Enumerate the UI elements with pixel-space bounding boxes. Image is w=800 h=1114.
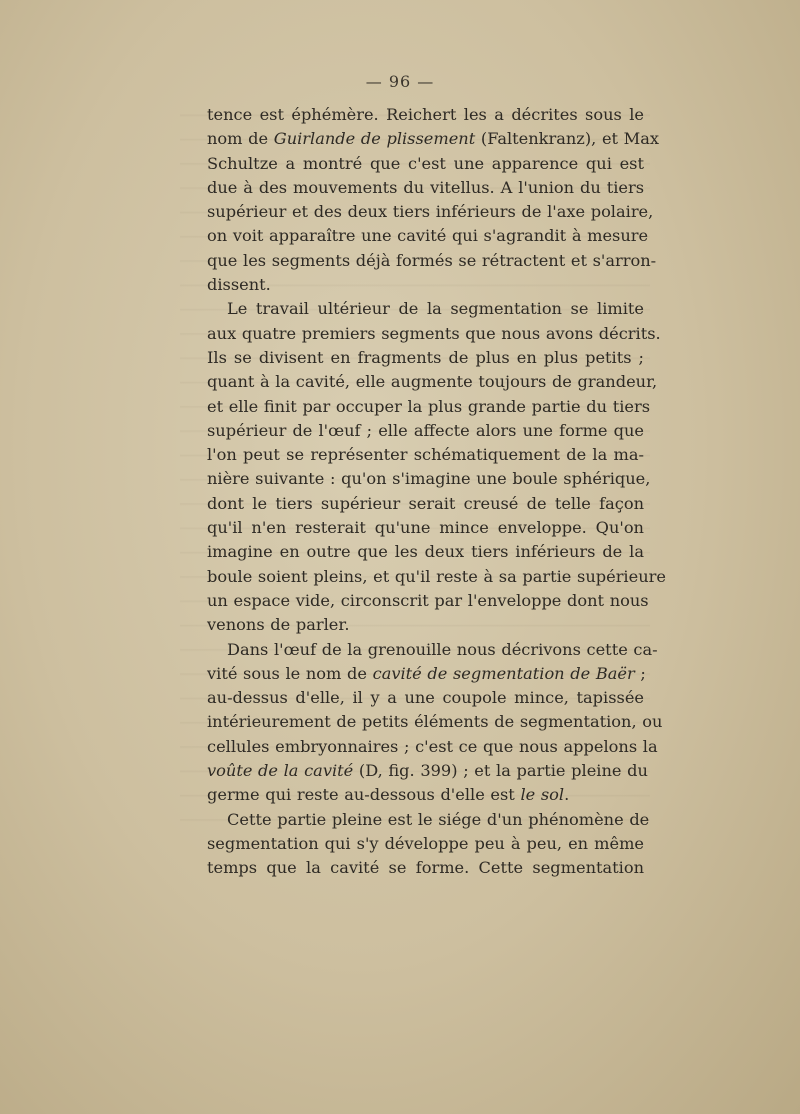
- text-run: germe qui reste au-dessous d'elle est: [207, 785, 521, 805]
- text-line: [207, 249, 657, 273]
- text-line: [207, 735, 658, 759]
- text-line: [207, 783, 644, 807]
- text-line: [207, 565, 666, 589]
- text-line: [207, 273, 644, 297]
- text-run: supérieur de l'œuf ; elle affecte alors une forme que: [207, 420, 644, 440]
- text-run: un espace vide, circonscrit par l'enveloppe dont nous: [207, 590, 649, 610]
- text-line: [207, 370, 658, 394]
- text-line: [207, 419, 644, 443]
- text-line: [207, 322, 661, 346]
- text-line: [207, 638, 658, 662]
- text-line: [207, 297, 644, 321]
- text-run: qu'il n'en resterait qu'une mince enveloppe. Qu'on: [207, 518, 644, 538]
- text-run: et elle finit par occuper la plus grande partie du tiers: [207, 396, 651, 416]
- text-line: [207, 710, 663, 734]
- text-run: Dans l'œuf de la grenouille nous décrivons cette ca-: [227, 639, 658, 659]
- text-line: [207, 759, 648, 783]
- text-run: Le travail ultérieur de la segmentation se limite: [227, 299, 644, 319]
- text-line: [207, 443, 644, 467]
- text-line: [207, 856, 644, 880]
- text-line: [207, 613, 644, 637]
- text-run: Schultze a montré que c'est une apparence qui est: [207, 153, 644, 173]
- text-line: [207, 467, 651, 491]
- text-run: dont le tiers supérieur serait creusé de telle façon: [207, 493, 644, 513]
- text-run: due à des mouvements du vitellus. A l'union du tiers: [207, 177, 644, 197]
- italic-text: cavité de segmentation de Baër: [372, 663, 635, 683]
- text-run: boule soient pleins, et qu'il reste à sa partie supérieure: [207, 566, 666, 586]
- text-line: [207, 395, 651, 419]
- text-run: ;: [634, 663, 646, 683]
- text-line: [207, 832, 644, 856]
- text-run: (D, fig. 399) ; et la partie pleine du: [353, 761, 648, 781]
- text-line: [207, 808, 650, 832]
- text-run: Ils se divisent en fragments de plus en plus petits ;: [207, 347, 644, 367]
- body-text: [207, 103, 666, 881]
- text-line: [207, 516, 644, 540]
- text-run: (Faltenkranz), et Max: [475, 129, 660, 149]
- text-run: au-dessus d'elle, il y a une coupole mince, tapissée: [207, 688, 644, 708]
- text-line: [207, 224, 649, 248]
- text-run: tence est éphémère. Reichert les a décrites sous le: [207, 105, 644, 124]
- text-run: que les segments déjà formés se rétractent et s'arron-: [207, 250, 657, 270]
- text-run: imagine en outre que les deux tiers inférieurs de la: [207, 542, 644, 562]
- text-line: [207, 103, 644, 127]
- text-run: dissent.: [207, 275, 271, 295]
- text-run: l'on peut se représenter schématiquement de la ma-: [207, 445, 644, 465]
- text-line: [207, 152, 644, 176]
- text-run: on voit apparaître une cavité qui s'agrandit à mesure: [207, 226, 649, 246]
- page-number: — 96 —: [365, 72, 435, 91]
- text-line: [207, 200, 654, 224]
- text-line: [207, 686, 644, 710]
- text-line: [207, 492, 644, 516]
- text-line: [207, 176, 644, 200]
- text-run: .: [564, 785, 570, 805]
- text-run: Cette partie pleine est le siége d'un phénomène de: [227, 809, 650, 829]
- text-run: quant à la cavité, elle augmente toujours de grandeur,: [207, 372, 658, 392]
- text-run: venons de parler.: [207, 615, 350, 635]
- text-line: [207, 540, 644, 564]
- text-line: [207, 662, 644, 686]
- text-run: segmentation qui s'y développe peu à peu, en même: [207, 833, 644, 853]
- text-run: temps que la cavité se forme. Cette segmentation: [207, 858, 644, 878]
- text-run: intérieurement de petits éléments de segmentation, ou: [207, 712, 663, 732]
- text-run: aux quatre premiers segments que nous avons décrits.: [207, 323, 661, 343]
- italic-text: Guirlande de plissement: [273, 129, 476, 149]
- text-run: cellules embryonnaires ; c'est ce que nous appelons la: [207, 736, 658, 756]
- text-run: vité sous le nom de: [207, 663, 373, 683]
- text-line: [207, 346, 644, 370]
- text-run: nom de: [207, 129, 274, 149]
- italic-text: voûte de la cavité: [207, 761, 354, 781]
- text-run: supérieur et des deux tiers inférieurs de l'axe polaire,: [207, 202, 654, 222]
- italic-text: le sol: [520, 785, 565, 805]
- text-line: [207, 127, 660, 151]
- text-line: [207, 589, 649, 613]
- text-run: nière suivante : qu'on s'imagine une boule sphérique,: [207, 469, 651, 489]
